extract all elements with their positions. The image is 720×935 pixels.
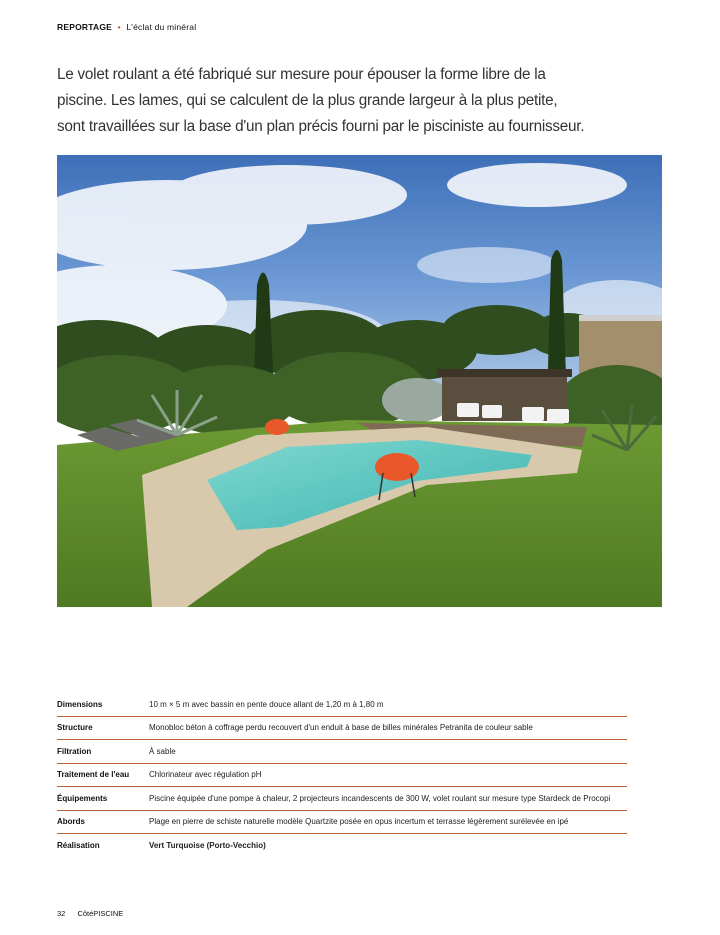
header-separator: • — [117, 22, 121, 32]
spec-label: Réalisation — [57, 841, 100, 851]
spec-label: Dimensions — [57, 699, 103, 709]
rubric-label: REPORTAGE — [57, 22, 113, 32]
technical-specs-table — [57, 693, 627, 858]
spec-label: Abords — [57, 817, 85, 827]
spec-label: Structure — [57, 723, 93, 733]
spec-row-filtration — [57, 740, 627, 764]
page-footer — [57, 909, 123, 918]
spec-value: 10 m × 5 m avec bassin en pente douce allant de 1,20 m à 1,80 m — [149, 699, 384, 709]
spec-value: Monobloc béton à coffrage perdu recouvert d'un enduit à base de billes minérales Petranita de couleur sable — [149, 723, 533, 733]
spec-row-builder — [57, 834, 627, 858]
lead-line: sont travaillées sur la base d'un plan précis fourni par le pisciniste au fournisseur. — [57, 118, 585, 135]
spec-row-structure — [57, 717, 627, 741]
spec-value: Vert Turquoise (Porto-Vecchio) — [149, 841, 266, 851]
spec-label: Filtration — [57, 746, 92, 756]
spec-row-equipment — [57, 787, 627, 811]
lead-line: Le volet roulant a été fabriqué sur mesure pour épouser la forme libre de la — [57, 66, 546, 83]
spec-label: Équipements — [57, 793, 108, 803]
spec-value: À sable — [149, 746, 176, 756]
article-subtitle: L'éclat du minéral — [126, 22, 197, 32]
spec-row-water-treatment — [57, 764, 627, 788]
pool-garden-photo — [57, 155, 662, 607]
spec-value: Chlorinateur avec régulation pH — [149, 770, 262, 780]
lead-line: piscine. Les lames, qui se calculent de la plus grande largeur à la plus petite, — [57, 92, 558, 109]
spec-label: Traitement de l'eau — [57, 770, 130, 780]
page-header — [57, 22, 196, 32]
magazine-name: CôtéPISCINE — [77, 909, 124, 918]
lead-paragraph — [57, 62, 617, 140]
spec-value: Plage en pierre de schiste naturelle modèle Quartzite posée en opus incertum et terrasse légèrement surélevée en ipé — [149, 817, 569, 827]
spec-value: Piscine équipée d'une pompe à chaleur, 2 projecteurs incandescents de 300 W, volet roulant sur mesure type Stardeck de Procopi — [149, 793, 611, 803]
page-number: 32 — [57, 909, 66, 918]
spec-row-surroundings — [57, 811, 627, 835]
spec-row-dimensions — [57, 693, 627, 717]
